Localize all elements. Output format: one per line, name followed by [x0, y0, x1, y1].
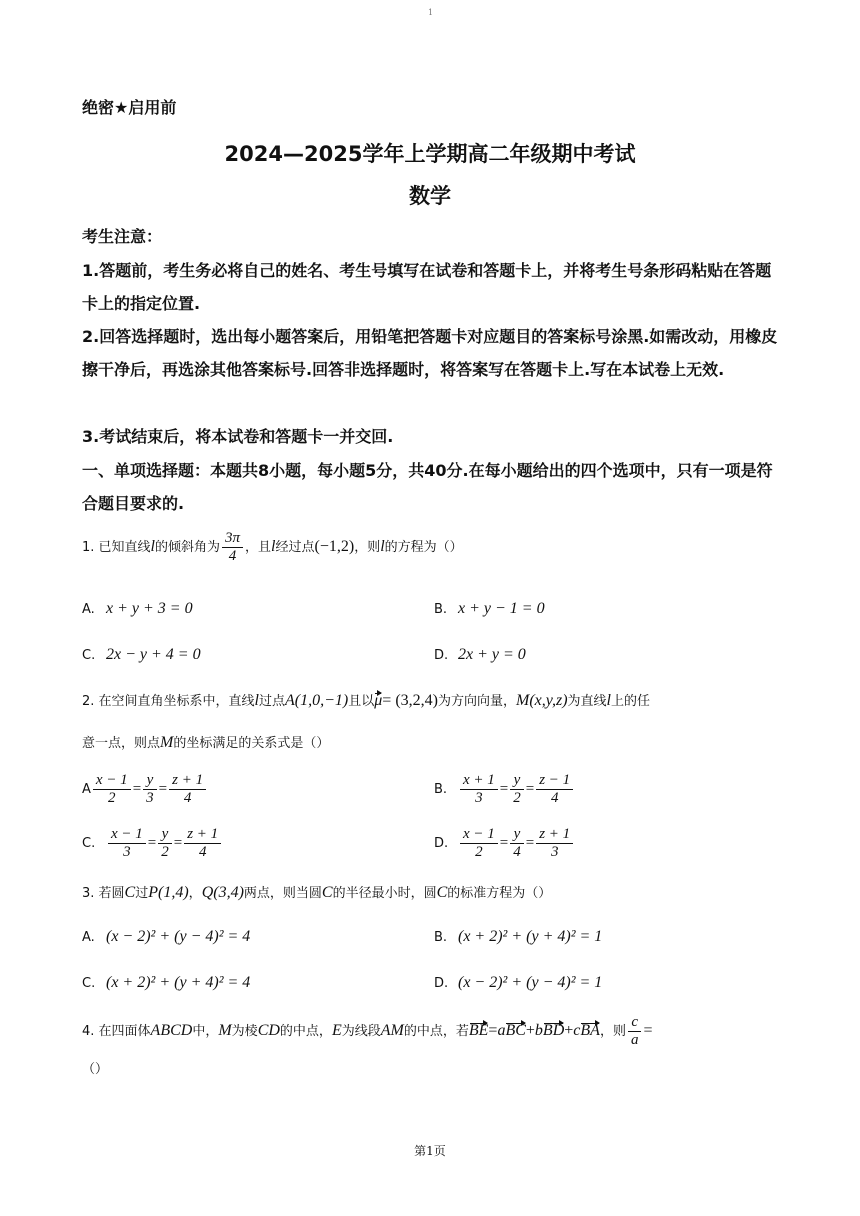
- q3-option-b: B. (x + 2)² + (y + 4)² = 1: [434, 928, 603, 945]
- question-4-tail: （）: [82, 1062, 109, 1077]
- q3-option-a: A. (x − 2)² + (y − 4)² = 4: [82, 928, 251, 945]
- question-1-stem: 1. 已知直线l的倾斜角为 $\frac{3\pi}{4}$ ，且l经过点(−1,2)，则l的方程为（）: [82, 530, 463, 564]
- q2-option-a: A $\frac{x - 1}{2}$ = $\frac{y}{3}$ = $\frac{z + 1}{4}$: [82, 772, 208, 807]
- q1-option-a: A. x + y + 3 = 0: [82, 600, 193, 617]
- q1-option-b: B. x + y − 1 = 0: [434, 600, 545, 617]
- angle-fraction: $\frac{3\pi}{4}$: [222, 530, 243, 565]
- q1-option-c: C. 2x − y + 4 = 0: [82, 646, 201, 663]
- exam-title: 2024—2025学年上学期高二年级期中考试: [224, 142, 636, 166]
- notice-item-2: 2.回答选择题时，选出每小题答案后，用铅笔把答题卡对应题目的答案标号涂黑.如需改动，用橡皮擦干净后，再选涂其他答案标号.回答非选择题时，将答案写在答题卡上.写在本试卷上无效.: [82, 327, 778, 379]
- notice-item-3: 3.考试结束后，将本试卷和答题卡一并交回.: [82, 427, 394, 446]
- section-1-heading: 一、单项选择题：本题共8小题，每小题5分，共40分.在每小题给出的四个选项中，只有一项是符合题目要求的.: [82, 461, 773, 513]
- top-page-mark: 1: [428, 8, 434, 17]
- q1-option-d: D. 2x + y = 0: [434, 646, 526, 663]
- notice-item-1: 1.答题前，考生务必将自己的姓名、考生号填写在试卷和答题卡上，并将考生号条形码粘贴在答题卡上的指定位置.: [82, 261, 772, 313]
- question-3-stem: 3. 若圆C过P(1,4)，Q(3,4)两点，则当圆C的半径最小时，圆C的标准方程为（）: [82, 884, 552, 901]
- q3-option-c: C. (x + 2)² + (y + 4)² = 4: [82, 974, 251, 991]
- page-footer: 第1页: [414, 1144, 446, 1158]
- question-2-stem-line1: 2. 在空间直角坐标系中，直线l过点A(1,0,−1)且以μ= (3,2,4)为方向向量，M(x,y,z)为直线l上的任: [82, 692, 651, 709]
- q2-option-c: C. $\frac{x - 1}{3}$ = $\frac{y}{2}$ = $\frac{z + 1}{4}$: [82, 826, 223, 861]
- q3-option-d: D. (x − 2)² + (y − 4)² = 1: [434, 974, 603, 991]
- question-2-stem-line2: 意一点，则点M的坐标满足的关系式是（）: [82, 734, 330, 751]
- confidential-label: 绝密★启用前: [82, 98, 177, 117]
- notice-heading: 考生注意：: [82, 227, 163, 246]
- question-4-stem: 4. 在四面体ABCD中，M为棱CD的中点，E为线段AM的中点，若BE=aBC+bBD+cBA，则 $\frac{c}{a}$ =: [82, 1014, 653, 1048]
- q2-option-d: D. $\frac{x - 1}{2}$ = $\frac{y}{4}$ = $\frac{z + 1}{3}$: [434, 826, 575, 861]
- q2-option-b: B. $\frac{x + 1}{3}$ = $\frac{y}{2}$ = $\frac{z - 1}{4}$: [434, 772, 575, 807]
- c-over-a-fraction: $\frac{c}{a}$: [628, 1014, 642, 1049]
- subject-title: 数学: [409, 184, 451, 208]
